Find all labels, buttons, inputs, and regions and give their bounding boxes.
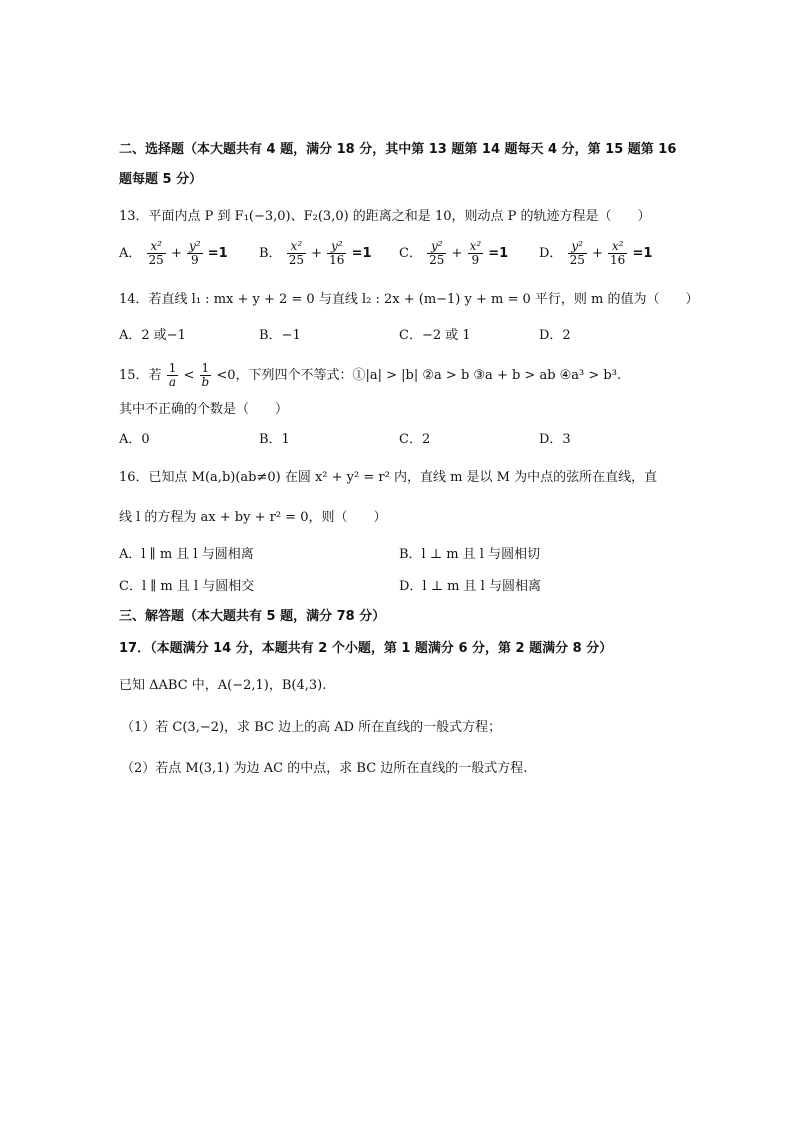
- question-17-part-1: （1）若 C(3,−2)，求 BC 边上的高 AD 所在直线的一般式方程；: [121, 720, 502, 735]
- q15-option-d: D．3: [539, 432, 571, 447]
- question-17-header: 17．（本题满分 14 分，本题共有 2 个小题，第 1 题满分 6 分，第 2 题满分 8 分）: [119, 641, 613, 656]
- q14-option-b: B．−1: [259, 328, 301, 343]
- fraction: $\frac{\text{x²}}{16}$: [610, 239, 626, 267]
- fraction-1-over-a: $\frac{1}{a}$: [168, 361, 177, 389]
- fraction: $\frac{\text{y²}}{9}$: [189, 239, 201, 267]
- q15-option-b: B．1: [259, 432, 290, 447]
- q15-option-a: A．0: [119, 432, 150, 447]
- option-label: A．: [119, 246, 142, 261]
- question-16-text-line2: 线 l 的方程为 ax + by + r² = 0，则（ ）: [119, 510, 387, 525]
- q16-option-a: A．l ∥ m 且 l 与圆相离: [119, 547, 254, 562]
- fraction: $\frac{\text{x²}}{25}$: [288, 239, 304, 267]
- question-15-text: 15．若 $\frac{1}{a}$ < $\frac{1}{b}$ <0，下列四个不等式：①|a| > |b| ②a > b ③a + b > ab ④a³ > b³.: [119, 361, 622, 389]
- q15-option-c: C．2: [399, 432, 431, 447]
- q14-option-a: A．2 或−1: [119, 328, 186, 343]
- fraction: $\frac{\text{x²}}{25}$: [148, 239, 164, 267]
- section-3-heading: 三、解答题（本大题共有 5 题，满分 78 分）: [119, 609, 386, 624]
- question-15-prompt: 其中不正确的个数是（ ）: [119, 402, 289, 417]
- q13-option-b: B． $\frac{\text{x²}}{25}$ + $\frac{\text{y²}}{16}$ =1: [259, 239, 372, 267]
- fraction: $\frac{\text{x²}}{9}$: [469, 239, 482, 267]
- option-label: D．: [539, 246, 563, 261]
- fraction: $\frac{\text{y²}}{25}$: [429, 239, 445, 267]
- q14-option-d: D．2: [539, 328, 571, 343]
- q14-option-c: C．−2 或 1: [399, 328, 471, 343]
- fraction: $\frac{\text{y²}}{16}$: [329, 239, 345, 267]
- question-13-text: 13．平面内点 P 到 F₁(−3,0)、F₂(3,0) 的距离之和是 10，则动点 P 的轨迹方程是（ ）: [119, 209, 651, 224]
- question-14-text: 14．若直线 l₁ : mx + y + 2 = 0 与直线 l₂ : 2x + (m−1) y + m = 0 平行，则 m 的值为（ ）: [119, 292, 699, 307]
- q16-option-b: B．l ⊥ m 且 l 与圆相切: [399, 547, 541, 562]
- fraction: $\frac{\text{y²}}{25}$: [569, 239, 585, 267]
- q16-option-c: C．l ∥ m 且 l 与圆相交: [119, 579, 255, 594]
- fraction-1-over-b: $\frac{1}{b}$: [201, 361, 210, 389]
- option-label: C．: [399, 246, 422, 261]
- question-17-part-2: （2）若点 M(3,1) 为边 AC 的中点，求 BC 边所在直线的一般式方程.: [121, 761, 528, 776]
- q13-option-d: D． $\frac{\text{y²}}{25}$ + $\frac{\text{x²}}{16}$ =1: [539, 239, 653, 267]
- q16-option-d: D．l ⊥ m 且 l 与圆相离: [399, 579, 541, 594]
- option-label: B．: [259, 246, 282, 261]
- q13-option-c: C． $\frac{\text{y²}}{25}$ + $\frac{\text{x²}}{9}$ =1: [399, 239, 509, 267]
- q13-option-a: A． $\frac{\text{x²}}{25}$ + $\frac{\text{y²}}{9}$ =1: [119, 239, 228, 267]
- question-17-given: 已知 ΔABC 中，A(−2,1)，B(4,3).: [119, 678, 327, 693]
- section-2-heading-line1: 二、选择题（本大题共有 4 题，满分 18 分，其中第 13 题第 14 题每天 4 分，第 15 题第 16: [119, 142, 677, 157]
- question-16-text-line1: 16．已知点 M(a,b)(ab≠0) 在圆 x² + y² = r² 内，直线 m 是以 M 为中点的弦所在直线，直: [119, 470, 658, 485]
- section-2-heading-line2: 题每题 5 分）: [119, 172, 203, 187]
